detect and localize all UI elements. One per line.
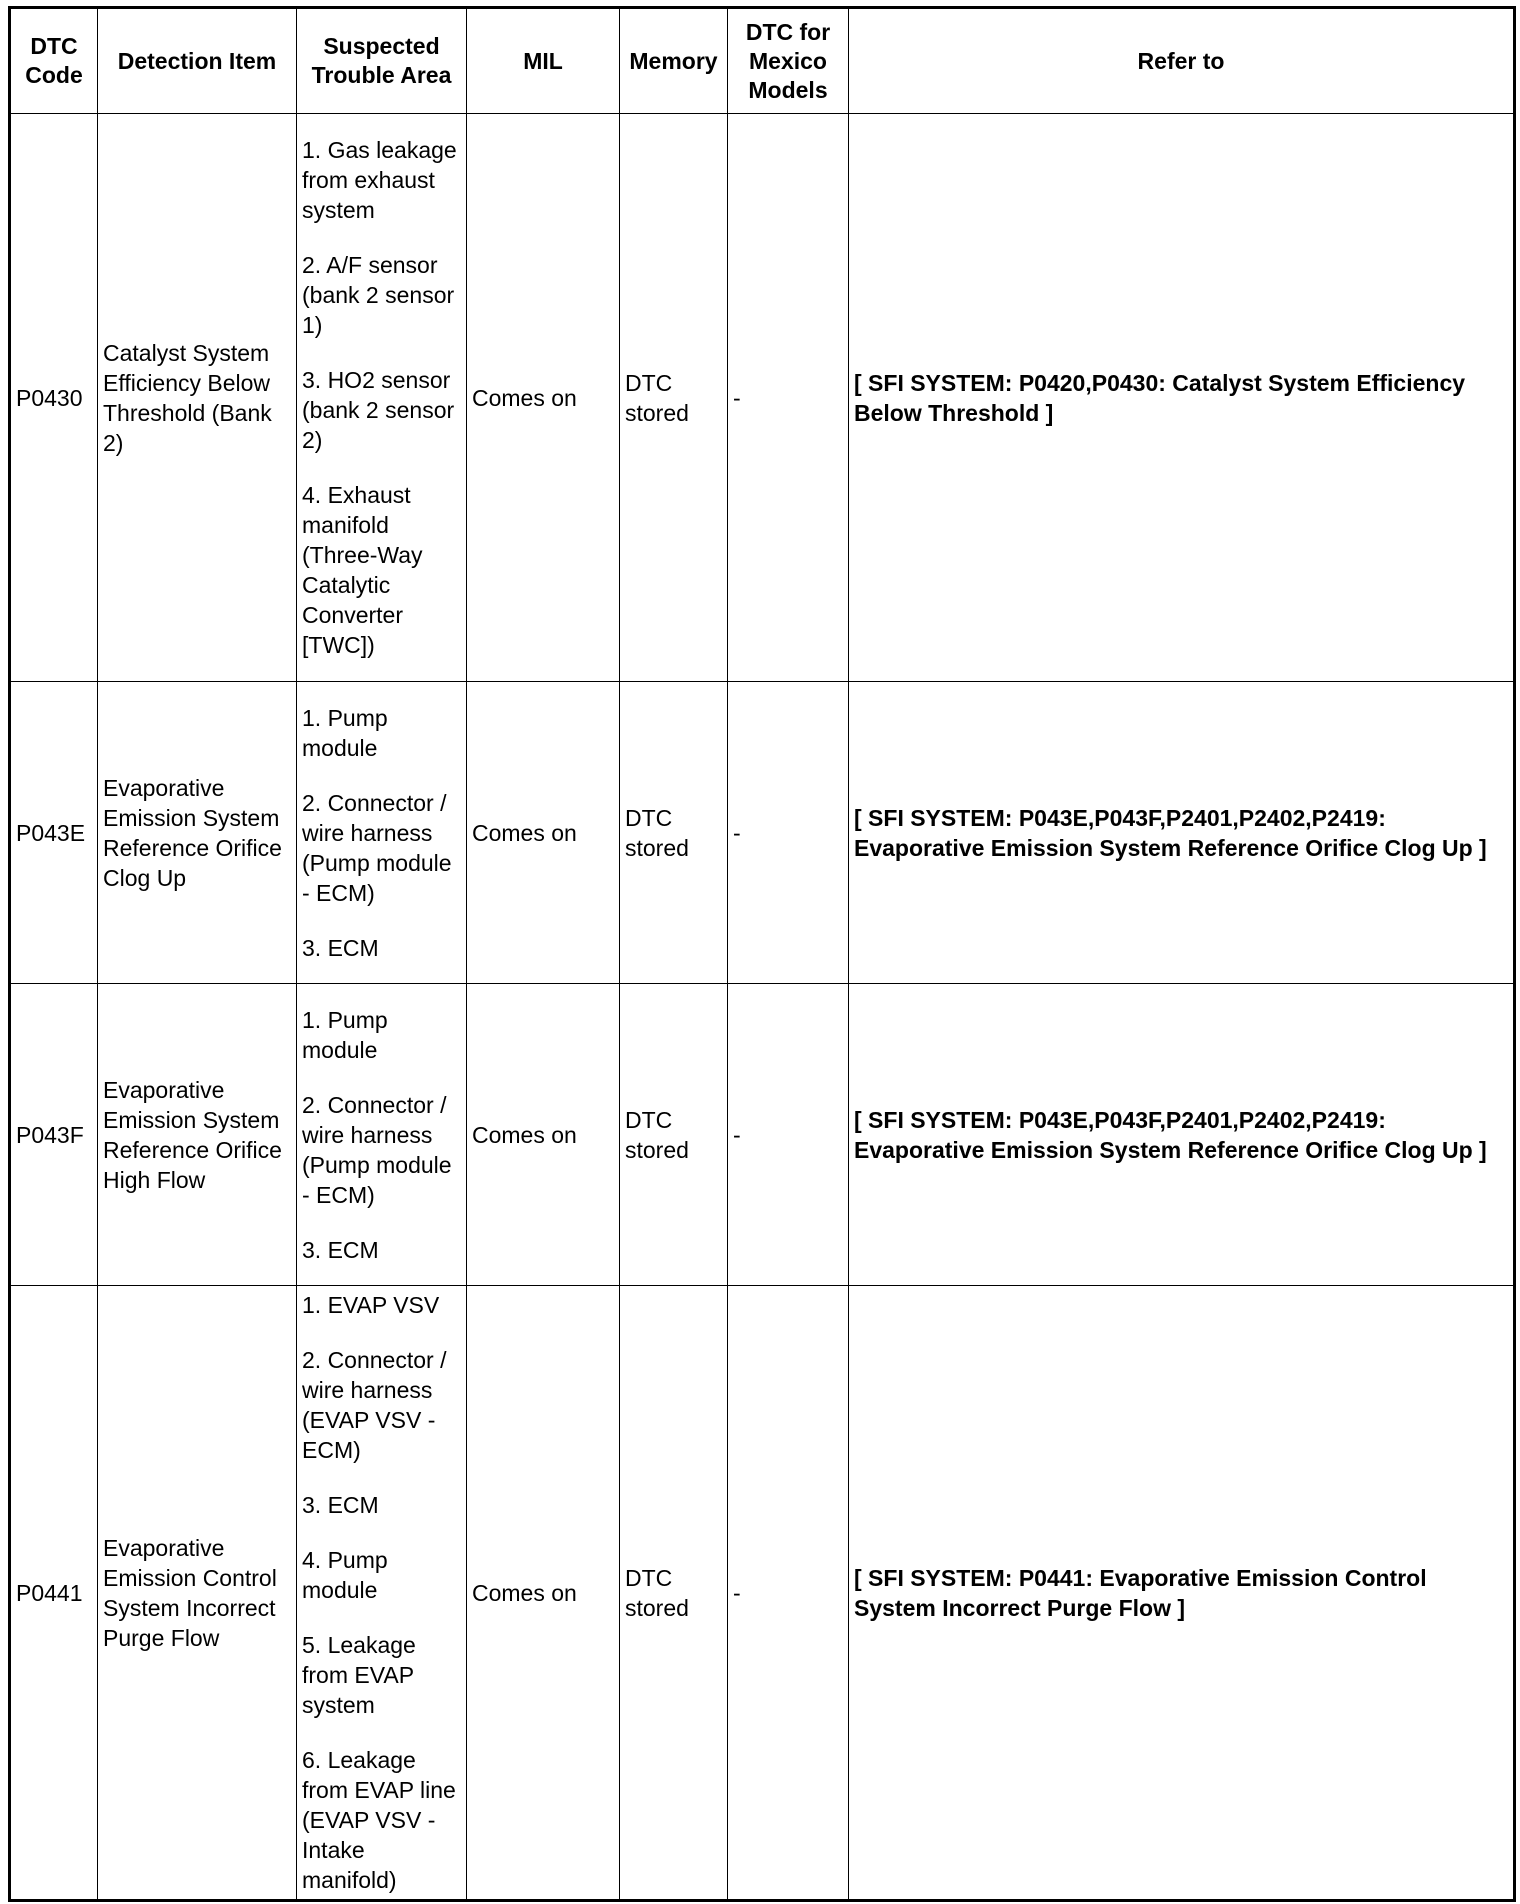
detection-item-cell: Catalyst System Efficiency Below Threshold (Bank 2) xyxy=(98,114,297,682)
mexico-cell: - xyxy=(728,114,849,682)
header-mil: MIL xyxy=(467,8,620,114)
dtc-table-container xyxy=(8,6,1513,1898)
refer-to-link[interactable]: [ SFI SYSTEM: P043E,P043F,P2401,P2402,P2419: Evaporative Emission System Reference Orifice Clog Up ] xyxy=(849,682,1515,984)
header-suspected-trouble-area: Suspected Trouble Area xyxy=(297,8,467,114)
detection-item-cell: Evaporative Emission System Reference Orifice Clog Up xyxy=(98,682,297,984)
mil-cell: Comes on xyxy=(467,114,620,682)
trouble-area-item: 2. Connector / wire harness (Pump module - ECM) xyxy=(302,1091,452,1208)
header-memory: Memory xyxy=(620,8,728,114)
dtc-code-cell: P043E xyxy=(10,682,98,984)
trouble-area-item: 1. EVAP VSV xyxy=(302,1292,440,1318)
dtc-code-cell: P0430 xyxy=(10,114,98,682)
mil-cell: Comes on xyxy=(467,984,620,1286)
trouble-area-item: 2. A/F sensor (bank 2 sensor 1) xyxy=(302,252,455,338)
trouble-area-item: 4. Pump module xyxy=(302,1547,388,1603)
refer-to-link[interactable]: [ SFI SYSTEM: P0441: Evaporative Emission Control System Incorrect Purge Flow ] xyxy=(849,1286,1515,1901)
table-row xyxy=(10,682,1515,984)
trouble-area-cell xyxy=(297,114,467,682)
header-detection-item: Detection Item xyxy=(98,8,297,114)
trouble-area-item: 5. Leakage from EVAP system xyxy=(302,1632,416,1718)
trouble-area-item: 3. ECM xyxy=(302,1492,379,1518)
refer-to-link[interactable]: [ SFI SYSTEM: P043E,P043F,P2401,P2402,P2419: Evaporative Emission System Reference Orifice Clog Up ] xyxy=(849,984,1515,1286)
header-row xyxy=(10,8,1515,114)
trouble-area-item: 2. Connector / wire harness (Pump module - ECM) xyxy=(302,789,452,906)
trouble-area-cell xyxy=(297,682,467,984)
refer-to-link[interactable]: [ SFI SYSTEM: P0420,P0430: Catalyst System Efficiency Below Threshold ] xyxy=(849,114,1515,682)
dtc-table xyxy=(8,6,1516,1902)
dtc-code-cell: P0441 xyxy=(10,1286,98,1901)
memory-cell: DTC stored xyxy=(620,1286,728,1901)
trouble-area-item: 2. Connector / wire harness (EVAP VSV - ECM) xyxy=(302,1347,447,1463)
detection-item-cell: Evaporative Emission System Reference Orifice High Flow xyxy=(98,984,297,1286)
header-refer-to: Refer to xyxy=(849,8,1515,114)
trouble-area-item: 3. ECM xyxy=(302,1236,379,1263)
detection-item-cell: Evaporative Emission Control System Incorrect Purge Flow xyxy=(98,1286,297,1901)
trouble-area-item: 1. Pump module xyxy=(302,1006,388,1063)
trouble-area-item: 3. ECM xyxy=(302,934,379,961)
trouble-area-cell xyxy=(297,1286,467,1901)
trouble-area-item: 1. Pump module xyxy=(302,704,388,761)
table-row xyxy=(10,1286,1515,1901)
header-dtc-code: DTC Code xyxy=(10,8,98,114)
trouble-area-item: 6. Leakage from EVAP line (EVAP VSV - Intake manifold) xyxy=(302,1747,456,1893)
mil-cell: Comes on xyxy=(467,682,620,984)
trouble-area-item: 3. HO2 sensor (bank 2 sensor 2) xyxy=(302,367,455,453)
mexico-cell: - xyxy=(728,1286,849,1901)
memory-cell: DTC stored xyxy=(620,682,728,984)
dtc-code-cell: P043F xyxy=(10,984,98,1286)
memory-cell: DTC stored xyxy=(620,984,728,1286)
header-dtc-for-mexico-models: DTC for Mexico Models xyxy=(728,8,849,114)
trouble-area-item: 1. Gas leakage from exhaust system xyxy=(302,137,457,223)
mexico-cell: - xyxy=(728,682,849,984)
trouble-area-item: 4. Exhaust manifold (Three-Way Catalytic Converter [TWC]) xyxy=(302,482,423,658)
table-row xyxy=(10,114,1515,682)
mil-cell: Comes on xyxy=(467,1286,620,1901)
mexico-cell: - xyxy=(728,984,849,1286)
table-row xyxy=(10,984,1515,1286)
memory-cell: DTC stored xyxy=(620,114,728,682)
trouble-area-cell xyxy=(297,984,467,1286)
